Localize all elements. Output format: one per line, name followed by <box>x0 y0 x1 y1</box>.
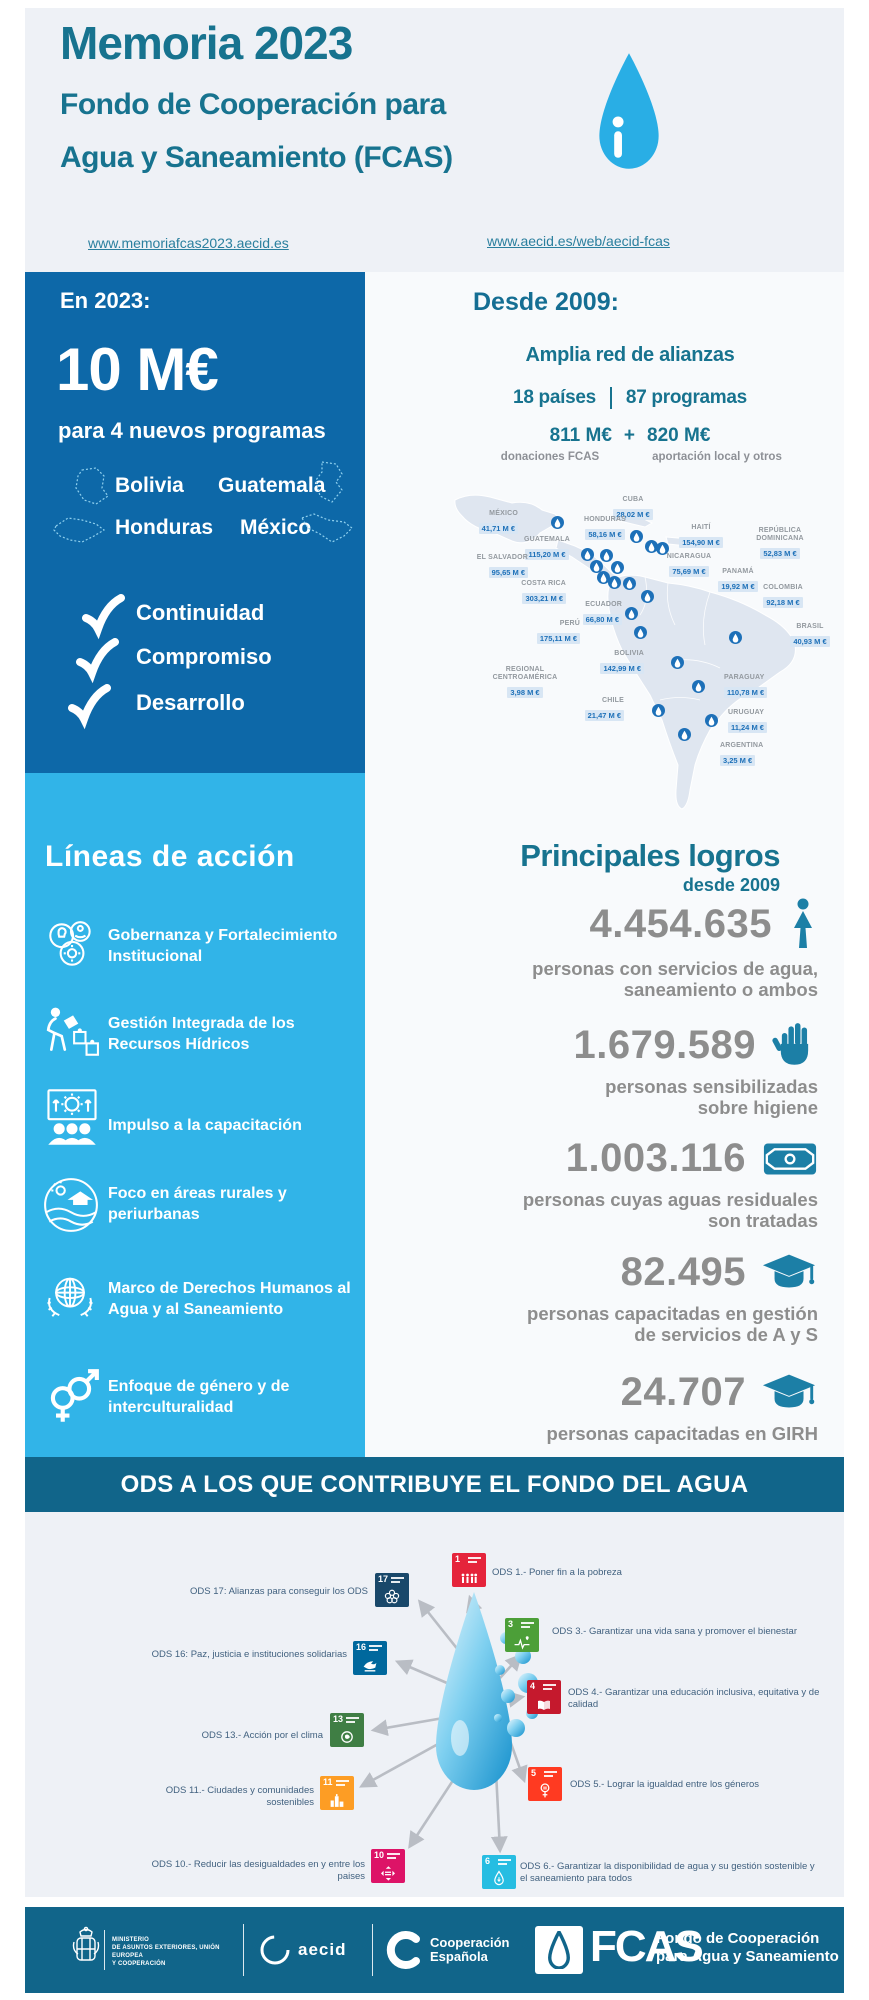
ods-number: 3 <box>508 1619 514 1629</box>
ods-17-label: ODS 17: Alianzas para conseguir los ODS <box>190 1586 368 1597</box>
drop-icon <box>554 518 561 528</box>
hand-icon <box>772 1022 818 1068</box>
map-drop-marker <box>623 577 636 590</box>
map-drop-marker <box>641 590 654 603</box>
check-icon <box>66 684 112 735</box>
drop-icon <box>611 578 618 588</box>
ods-17-badge <box>375 1573 409 1607</box>
map-country-label <box>480 666 570 700</box>
graduation-cap-icon <box>762 1372 818 1414</box>
partnership-flower-icon <box>384 1588 401 1605</box>
rural-landscape-icon <box>42 1176 100 1234</box>
ods-title-bars <box>521 1622 534 1630</box>
map-country-label <box>572 697 624 723</box>
ods-6-badge <box>482 1855 516 1889</box>
drop-icon <box>659 544 666 554</box>
ods-title-bars <box>498 1859 511 1867</box>
dove-icon <box>362 1658 379 1673</box>
stat-value: 1.003.116 <box>565 1136 746 1180</box>
map-country-label <box>490 580 566 606</box>
ods-11-label: ODS 11.- Ciudades y comunidades sostenibles <box>165 1785 314 1808</box>
local-caption: aportación local y otros <box>652 451 782 463</box>
country-honduras: Honduras <box>115 516 214 539</box>
ministry-line1: MINISTERIO <box>112 1937 150 1943</box>
map-country-value: 21,47 M € <box>585 710 624 721</box>
map-country-name: HONDURAS <box>583 516 627 523</box>
ods-title-bars <box>544 1771 557 1779</box>
map-country-value: 58,16 M € <box>585 529 624 540</box>
stat-value: 1.679.589 <box>573 1022 756 1067</box>
map-country-label <box>744 527 816 561</box>
water-drop-arrow-icon <box>492 1870 507 1887</box>
map-country-name: PERÚ <box>559 620 580 627</box>
footer-divider <box>243 1924 244 1976</box>
ods-5-label: ODS 5.- Lograr la igualdad entre los géneros <box>570 1779 760 1790</box>
accion-derechos: Marco de Derechos Humanos al Agua y al Saneamiento <box>108 1280 351 1318</box>
map-country-name: ECUADOR <box>585 601 622 608</box>
country-mexico: México <box>240 516 312 539</box>
map-drop-marker <box>705 714 718 727</box>
map-drop-marker <box>671 656 684 669</box>
link-memoria-fcas[interactable]: www.memoriafcas2023.aecid.es <box>88 235 289 251</box>
map-drop-marker <box>692 680 705 693</box>
water-drop-icon <box>590 50 668 177</box>
plus-sign: + <box>623 425 636 446</box>
bolivia-outline-icon <box>70 466 110 508</box>
link-aecid-fcas[interactable]: www.aecid.es/web/aecid-fcas <box>487 233 670 249</box>
mexico-outline-icon <box>300 510 356 546</box>
coop-line1: Cooperación <box>430 1935 510 1950</box>
ods-16-badge <box>353 1641 387 1675</box>
stat-agua-saneamiento <box>473 898 818 1000</box>
accion-rural: Foco en áreas rurales y periurbanas <box>108 1185 287 1223</box>
accion-capacitacion: Impulso a la capacitación <box>108 1117 302 1134</box>
ods-number: 11 <box>323 1777 333 1787</box>
drop-icon <box>637 628 644 638</box>
fcas-drop-logo-icon <box>535 1926 583 1974</box>
map-country-label <box>752 584 814 610</box>
aecid-label: aecid <box>298 1940 347 1959</box>
value-compromiso: Compromiso <box>136 644 272 669</box>
spain-coat-of-arms-icon <box>72 1926 100 1979</box>
stat-caption: personas capacitadas en gestión de servicios de A y S <box>527 1303 818 1345</box>
ods-10-badge <box>371 1849 405 1883</box>
map-country-value: 3,25 M € <box>720 755 755 766</box>
map-country-value: 92,18 M € <box>763 597 802 608</box>
map-country-name: BRASIL <box>796 623 824 630</box>
training-board-icon <box>42 1086 102 1148</box>
map-drop-marker <box>634 626 647 639</box>
map-country-name: NICARAGUA <box>666 553 712 560</box>
ods-number: 13 <box>333 1714 344 1724</box>
fcas-caption-line1: Fondo de Cooperación <box>656 1930 820 1947</box>
ods-title-bars <box>468 1557 481 1565</box>
stat-caption: personas cuyas aguas residuales son tratadas <box>522 1189 818 1231</box>
map-country-value: 154,90 M € <box>679 537 723 548</box>
drop-icon <box>644 592 651 602</box>
graduation-cap-icon <box>762 1252 818 1294</box>
open-book-icon <box>536 1698 553 1712</box>
map-country-value: 52,83 M € <box>760 548 799 559</box>
map-drop-marker <box>608 576 621 589</box>
ods-13-badge <box>330 1713 364 1747</box>
map-country-name: CUBA <box>622 496 644 503</box>
check-icon <box>74 638 120 689</box>
stat-higiene <box>568 1022 818 1118</box>
map-drop-marker <box>678 728 691 741</box>
map-country-name: BOLIVIA <box>614 650 644 657</box>
map-drop-marker <box>729 631 742 644</box>
aecid-logo-icon <box>258 1933 292 1972</box>
drop-icon <box>626 579 633 589</box>
map-country-label <box>440 510 518 536</box>
cooperacion-espanola-label <box>430 1936 509 1964</box>
subtitle-line1: Fondo de Cooperación para <box>60 88 446 121</box>
drop-icon <box>593 562 600 572</box>
map-country-value: 115,20 M € <box>525 549 568 560</box>
map-country-label <box>524 620 580 646</box>
climate-eye-icon <box>339 1729 356 1745</box>
un-emblem-icon <box>40 1268 100 1328</box>
ods-1-badge <box>452 1553 486 1587</box>
map-country-value: 110,78 M € <box>724 687 767 698</box>
map-country-value: 11,24 M € <box>728 722 767 733</box>
map-country-name: COSTA RICA <box>521 580 566 587</box>
heartbeat-icon <box>514 1635 531 1650</box>
ods-3-label: ODS 3.- Garantizar una vida sana y promover el bienestar <box>552 1626 798 1637</box>
cooperacion-espanola-logo-icon <box>386 1931 424 1974</box>
map-country-value: 303,21 M € <box>522 593 566 604</box>
map-country-value: 66,80 M € <box>583 614 622 625</box>
map-country-value: 75,69 M € <box>669 566 708 577</box>
ods-title-bars <box>387 1853 400 1861</box>
stat-aguas-residuales <box>498 1136 818 1231</box>
value-desarrollo: Desarrollo <box>136 690 245 715</box>
funding-amounts <box>430 425 830 447</box>
ods-number: 1 <box>455 1554 461 1564</box>
ods-title-bars <box>346 1717 359 1725</box>
ods-6-label: ODS 6.- Garantizar la disponibilidad de agua y su gestión sostenible y el saneamiento para todos <box>520 1861 815 1884</box>
stat-capacitadas-ays <box>508 1250 818 1345</box>
map-country-name: REGIONAL CENTROAMÉRICA <box>492 666 558 681</box>
drop-icon <box>674 658 681 668</box>
accion-girh: Gestión Integrada de los Recursos Hídricos <box>108 1015 295 1053</box>
stat-caption: personas capacitadas en GIRH <box>546 1423 818 1444</box>
honduras-outline-icon <box>52 514 108 546</box>
drop-icon <box>681 730 688 740</box>
amount-2023: 10 M€ <box>56 336 218 403</box>
map-country-label <box>720 742 782 768</box>
ministry-label <box>112 1936 242 1968</box>
map-country-label <box>582 650 644 676</box>
alianzas-subheading: Amplia red de alianzas <box>525 344 735 366</box>
map-country-name: MÉXICO <box>489 510 518 517</box>
donations-caption: donaciones FCAS <box>500 451 600 463</box>
map-country-name: URUGUAY <box>728 709 765 716</box>
logros-title: Principales logros <box>520 838 780 873</box>
map-country-value: 175,11 M € <box>537 633 580 644</box>
ministry-line2: DE ASUNTOS EXTERIORES, UNIÓN EUROPEA <box>112 1945 220 1959</box>
ods-banner-text: ODS A LOS QUE CONTRIBUYE EL FONDO DEL AGUA <box>120 1470 749 1498</box>
desde-heading: Desde 2009: <box>473 288 619 316</box>
map-country-value: 3,98 M € <box>507 687 542 698</box>
ods-3-badge <box>505 1618 539 1652</box>
map-country-label <box>728 709 784 735</box>
footer-divider <box>372 1924 373 1976</box>
ods-number: 6 <box>485 1856 491 1866</box>
map-country-value: 19,92 M € <box>718 581 757 592</box>
map-drop-marker <box>652 704 665 717</box>
accion-genero: Enfoque de género y de interculturalidad <box>108 1378 290 1416</box>
ods-title-bars <box>543 1684 556 1692</box>
gender-equality-icon <box>538 1782 553 1799</box>
map-country-name: GUATEMALA <box>524 536 570 543</box>
drop-icon <box>648 542 655 552</box>
ods-16-label: ODS 16: Paz, justicia e instituciones solidarias <box>151 1649 347 1660</box>
stat-value: 82.495 <box>620 1250 746 1294</box>
map-country-name: PARAGUAY <box>724 674 765 681</box>
amount-caption: para 4 nuevos programas <box>58 418 326 443</box>
map-drop-marker <box>600 549 613 562</box>
map-drop-marker <box>581 548 594 561</box>
country-guatemala: Guatemala <box>218 474 326 497</box>
map-country-label <box>448 554 528 580</box>
map-country-name: COLOMBIA <box>763 584 803 591</box>
local-amount: 820 M€ <box>647 425 711 446</box>
ods-title-bars <box>369 1645 382 1653</box>
ods-13-label: ODS 13.- Acción por el clima <box>201 1730 323 1741</box>
ods-11-badge <box>320 1776 354 1810</box>
drop-icon <box>708 716 715 726</box>
ods-4-label: ODS 4.- Garantizar una educación inclusiva, equitativa y de calidad <box>568 1687 820 1710</box>
person-puzzle-icon <box>42 1004 100 1062</box>
subtitle-line2: Agua y Saneamiento (FCAS) <box>60 141 453 174</box>
divider-bar <box>610 387 612 409</box>
fcas-caption-line2: para Agua y Saneamiento <box>656 1948 839 1965</box>
logros-subtitle: desde 2009 <box>682 875 780 895</box>
map-drop-marker <box>551 516 564 529</box>
map-country-name: REPÚBLICA DOMINICANA <box>756 527 804 542</box>
stat-capacitadas-girh <box>398 1370 818 1444</box>
ods-title-bars <box>336 1780 349 1788</box>
map-country-value: 28,02 M € <box>613 509 652 520</box>
donations-amount: 811 M€ <box>549 425 612 446</box>
stat-value: 4.454.635 <box>589 901 772 946</box>
ods-title-bars <box>391 1577 404 1585</box>
map-country-name: PANAMÁ <box>722 568 754 575</box>
coop-line2: Española <box>430 1949 488 1964</box>
map-country-name: HAITÍ <box>691 524 711 531</box>
page-title: Memoria 2023 <box>60 17 353 69</box>
map-country-label <box>668 524 734 550</box>
lineas-heading: Líneas de acción <box>45 840 295 873</box>
drop-icon <box>628 609 635 619</box>
fcas-wordmark: FCAS <box>590 1922 702 1971</box>
ods-number: 17 <box>378 1574 389 1584</box>
drop-icon <box>655 706 662 716</box>
map-country-name: ARGENTINA <box>720 742 764 749</box>
map-country-value: 142,99 M € <box>600 663 644 674</box>
stat-caption: personas con servicios de agua, saneamiento o ambos <box>532 958 818 1000</box>
ods-number: 16 <box>356 1642 367 1652</box>
map-country-name: CHILE <box>602 697 624 704</box>
people-row-icon <box>461 1572 478 1585</box>
map-country-value: 41,71 M € <box>479 523 518 534</box>
programs-count: 87 programas <box>625 387 747 408</box>
drop-icon <box>614 563 621 573</box>
stat-caption: personas sensibilizadas sobre higiene <box>605 1076 818 1118</box>
value-continuidad: Continuidad <box>136 600 265 625</box>
ods-1-label: ODS 1.- Poner fin a la pobreza <box>492 1567 622 1578</box>
countries-count: 18 países <box>513 387 596 408</box>
banknote-icon <box>762 1141 818 1177</box>
person-icon <box>788 898 818 950</box>
equality-arrows-icon <box>380 1865 396 1881</box>
footer-divider <box>104 1930 105 1970</box>
drop-icon <box>695 682 702 692</box>
stat-value: 24.707 <box>620 1370 746 1414</box>
ods-10-label: ODS 10.- Reducir las desigualdades en y entre los paises <box>151 1859 365 1882</box>
network-counts <box>430 387 830 409</box>
ods-4-badge <box>527 1680 561 1714</box>
map-drop-marker <box>625 607 638 620</box>
map-country-name: EL SALVADOR <box>476 554 528 561</box>
map-country-value: 40,93 M € <box>790 636 829 647</box>
country-bolivia: Bolivia <box>115 474 184 497</box>
gender-symbols-icon <box>42 1366 100 1428</box>
panel-2023-heading: En 2023: <box>60 288 151 313</box>
ministry-line3: Y COOPERACIÓN <box>112 1961 166 1967</box>
drop-icon <box>732 633 739 643</box>
ods-number: 10 <box>374 1850 385 1860</box>
map-country-label <box>724 674 790 700</box>
city-skyline-icon <box>329 1793 346 1808</box>
ods-number: 4 <box>530 1681 536 1691</box>
fcas-caption <box>656 1930 839 1966</box>
map-country-label <box>782 623 838 649</box>
logros-heading-block <box>520 838 780 896</box>
drop-icon <box>600 573 607 583</box>
map-country-value: 95,65 M € <box>489 567 528 578</box>
map-drop-marker <box>611 561 624 574</box>
governance-circles-icon <box>42 916 100 974</box>
drop-icon <box>584 550 591 560</box>
ods-number: 5 <box>531 1768 537 1778</box>
ods-5-badge <box>528 1767 562 1801</box>
guatemala-outline-icon <box>312 460 346 506</box>
accion-gobernanza: Gobernanza y Fortalecimiento Institucional <box>108 927 338 965</box>
page-subtitle <box>60 78 453 184</box>
drop-icon <box>603 551 610 561</box>
ods-banner <box>25 1457 844 1512</box>
